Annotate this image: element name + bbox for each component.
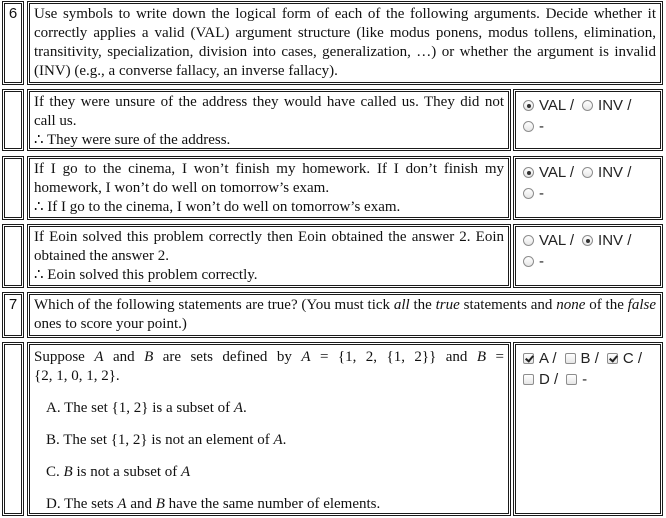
question-6-instructions: Use symbols to write down the logical form of each of the following arguments. Decide whether it correctly applies a valid (VAL) argument structure (like modus ponens, modus tollens, elimination, transitivity, specialization, division into cases, generalization, …) or whether the argument is invalid (INV) (e.g., a converse fallacy, an inverse fallacy). [27,1,663,85]
val-label: VAL / [539,164,575,181]
none-radio[interactable] [523,256,534,267]
question-number-6: 6 [2,1,24,85]
item-3-number-cell [2,224,24,288]
inv-radio[interactable] [582,100,593,111]
argument-1-conclusion: ∴ They were sure of the address. [34,132,231,148]
item-2-number-cell [2,156,24,220]
checkbox-b[interactable] [565,353,576,364]
none-label: - [539,253,544,270]
statement-c: C. B is not a subset of A [46,464,191,480]
none-label: - [539,185,544,202]
item-1-number-cell [2,89,24,151]
checkbox-c[interactable] [607,353,618,364]
argument-2-premises: If I go to the cinema, I won’t finish my homework. If I don’t finish my homework, I won’t do well on tomorrow’s exam. [34,161,504,196]
option-b-label: B / [580,350,599,367]
option-d-label: D / [539,371,559,388]
option-c-label: C / [622,350,643,367]
checkbox-none[interactable] [566,374,577,385]
inv-label: INV / [598,97,632,114]
option-none-label: - [582,371,588,388]
statement-a: A. The set {1, 2} is a subset of A. [46,400,247,416]
val-radio[interactable] [523,167,534,178]
statement-b: B. The set {1, 2} is not an element of A. [46,432,287,448]
argument-3-conclusion: ∴ Eoin solved this problem correctly. [34,267,258,283]
val-label: VAL / [539,232,575,249]
argument-1-premises: If they were unsure of the address they would have called us. They did not call us. [34,94,504,129]
none-radio[interactable] [523,188,534,199]
question-7-answer [513,342,663,516]
argument-2-answer [513,156,663,220]
argument-3-answer [513,224,663,288]
inv-radio[interactable] [582,235,593,246]
checkbox-a[interactable] [523,353,534,364]
q7-body-number-cell [2,342,24,516]
checkbox-d[interactable] [523,374,534,385]
argument-1-answer [513,89,663,151]
option-a-label: A / [539,350,557,367]
argument-3 [27,224,511,288]
none-label: - [539,118,544,135]
question-7-body [27,342,511,516]
argument-1 [27,89,511,151]
question-7-stem: Suppose A and B are sets defined by A = {1, 2, {1, 2}} and B = [34,349,504,365]
val-radio[interactable] [523,235,534,246]
statement-d: D. The sets A and B have the same number of elements. [46,496,381,512]
inv-label: INV / [598,232,632,249]
question-7-stem-cont: {2, 1, 0, 1, 2}. [34,368,120,384]
question-7-instructions: Which of the following statements are true? (You must tick all the true statements and none of the false ones to score your point.) [27,292,663,338]
inv-radio[interactable] [582,167,593,178]
argument-2 [27,156,511,220]
inv-label: INV / [598,164,632,181]
none-radio[interactable] [523,121,534,132]
argument-2-conclusion: ∴ If I go to the cinema, I won’t do well on tomorrow’s exam. [34,199,401,215]
val-label: VAL / [539,97,575,114]
val-radio[interactable] [523,100,534,111]
question-number-7: 7 [2,292,24,338]
argument-3-premises: If Eoin solved this problem correctly then Eoin obtained the answer 2. Eoin obtained the answer 2. [34,229,504,264]
